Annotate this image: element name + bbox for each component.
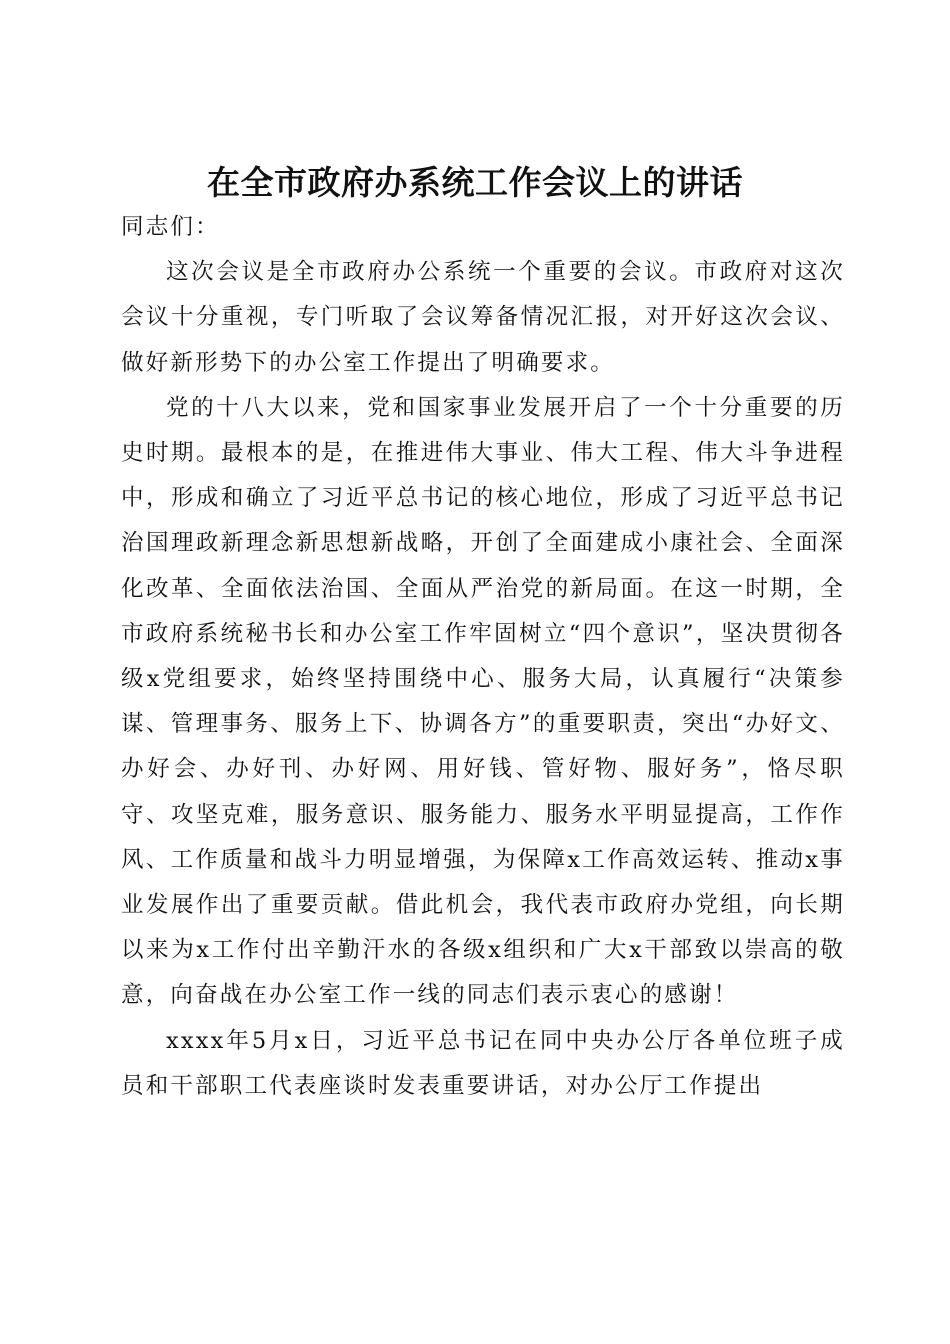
document-body <box>121 205 845 1109</box>
document-title: 在全市政府办系统工作会议上的讲话 <box>207 163 743 203</box>
paragraph-1: 这次会议是全市政府办公系统一个重要的会议。市政府对这次会议十分重视，专门听取了会议筹备情况汇报，对开好这次会议、做好新形势下的办公室工作提出了明确要求。 <box>121 259 845 376</box>
salutation: 同志们： <box>121 214 220 240</box>
paragraph-3: xxxx年5月x日，习近平总书记在同中央办公厅各单位班子成员和干部职工代表座谈时发表重要讲话，对办公厅工作提出 <box>121 1027 845 1099</box>
paragraph-2: 党的十八大以来，党和国家事业发展开启了一个十分重要的历史时期。最根本的是，在推进伟大事业、伟大工程、伟大斗争进程中，形成和确立了习近平总书记的核心地位，形成了习近平总书记治国理政新理念新思想新战略，开创了全面建成小康社会、全面深化改革、全面依法治国、全面从严治党的新局面。在这一时期，全市政府系统秘书长和办公室工作牢固树立“四个意识”，坚决贯彻各级x党组要求，始终坚持围绕中心、服务大局，认真履行“决策参谋、管理事务、服务上下、协调各方”的重要职责，突出“办好文、办好会、办好刊、办好网、用好钱、管好物、服好务”，恪尽职守、攻坚克难，服务意识、服务能力、服务水平明显提高，工作作风、工作质量和战斗力明显增强，为保障x工作高效运转、推动x事业发展作出了重要贡献。借此机会，我代表市政府办党组，向长期以来为x工作付出辛勤汗水的各级x组织和广大x干部致以崇高的敬意，向奋战在办公室工作一线的同志们表示衷心的感谢！ <box>121 394 845 1009</box>
